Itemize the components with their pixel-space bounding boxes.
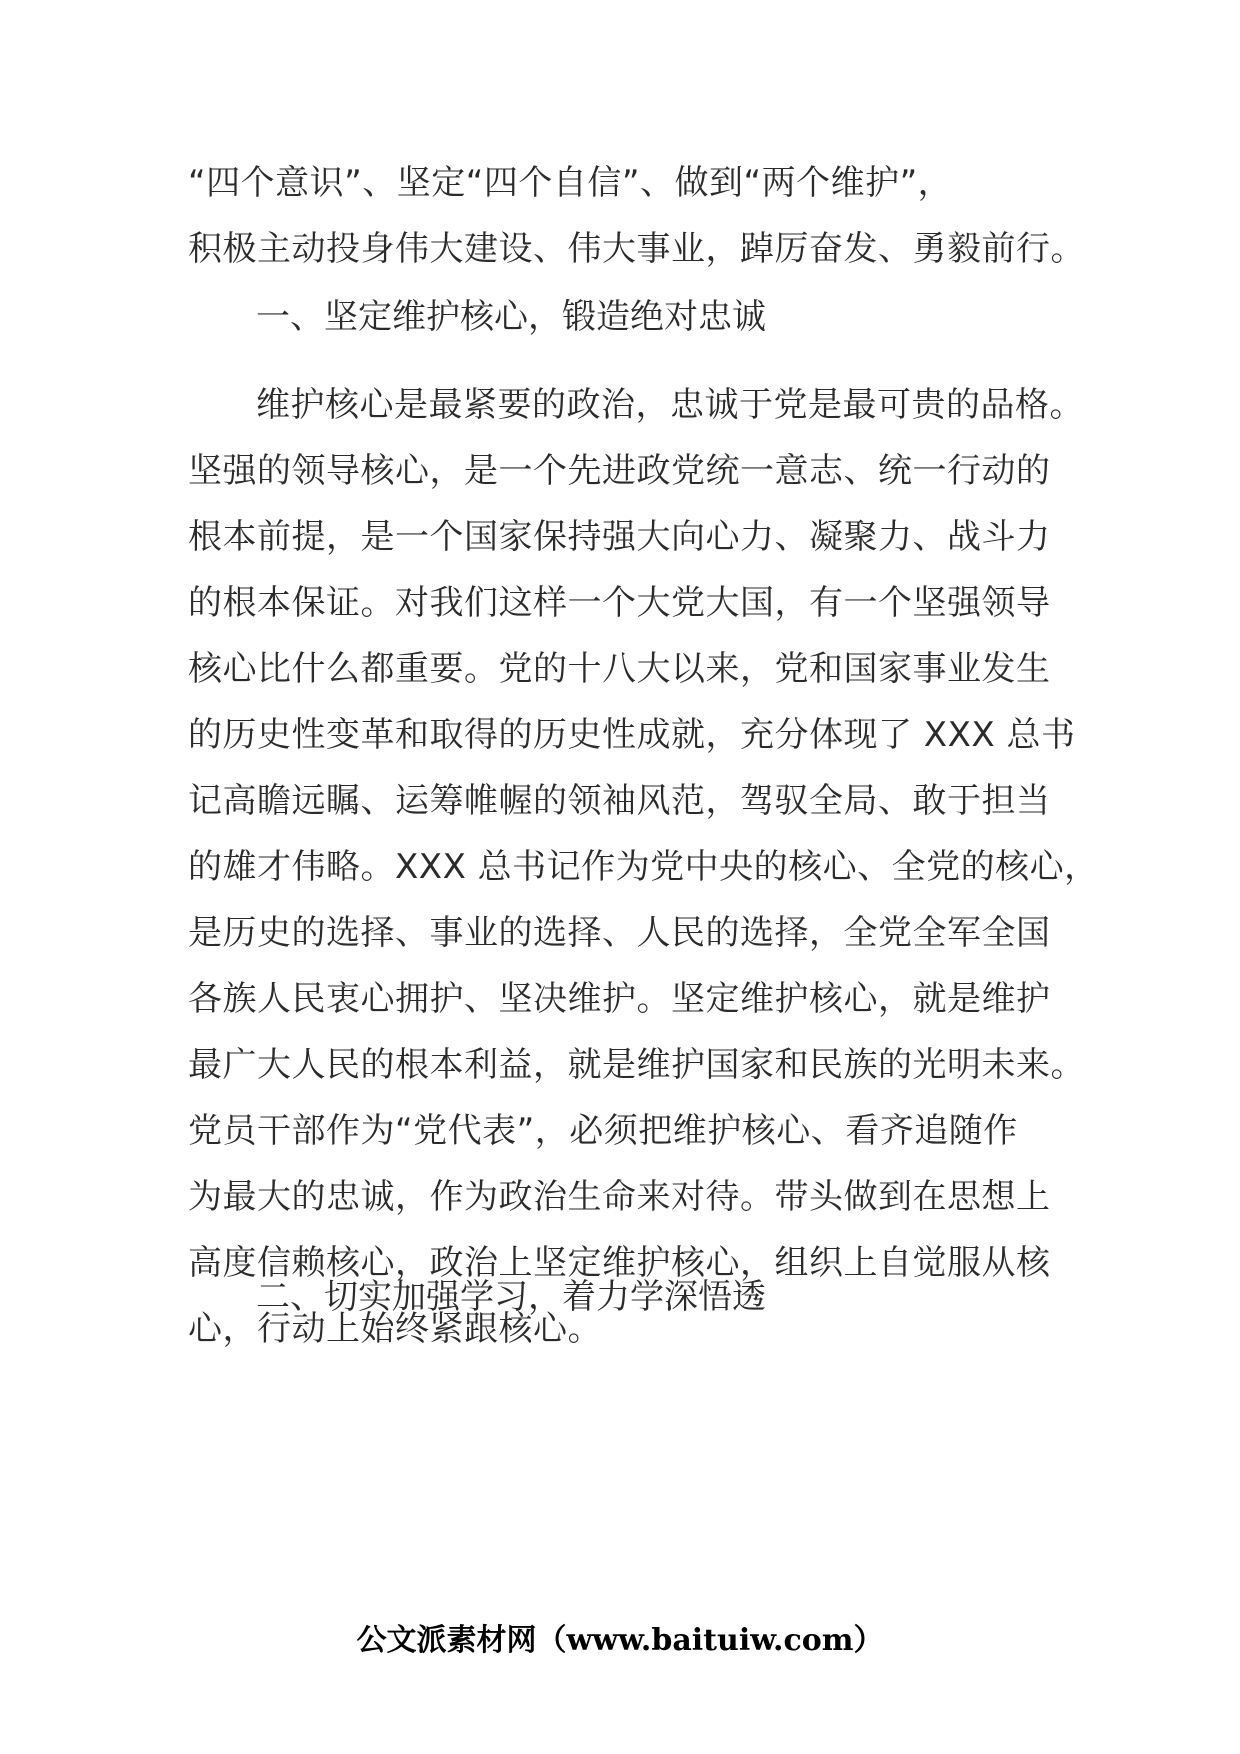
text-line: 根本前提，是一个国家保持强大向心力、凝聚力、战斗力 bbox=[188, 517, 1051, 557]
text-line: 积极主动投身伟大建设、伟大事业，踔厉奋发、勇毅前行。 bbox=[188, 229, 1085, 269]
section-heading-2: 二、切实加强学习，着力学深悟透 bbox=[256, 1277, 766, 1317]
text-line: 的雄才伟略。XXX 总书记作为党中央的核心、全党的核心， bbox=[188, 847, 1099, 887]
text-line: 为最大的忠诚，作为政治生命来对待。带头做到在思想上 bbox=[188, 1177, 1051, 1217]
text-line: 党员干部作为“党代表”，必须把维护核心、看齐追随作 bbox=[188, 1111, 1018, 1151]
text-line: 是历史的选择、事业的选择、人民的选择，全党全军全国 bbox=[188, 913, 1051, 953]
text-line: 维护核心是最紧要的政治，忠诚于党是最可贵的品格。 bbox=[256, 385, 1084, 425]
section1-paragraph bbox=[188, 372, 1099, 1362]
text-line: 心，行动上始终紧跟核心。 bbox=[188, 1309, 602, 1349]
text-line: 核心比什么都重要。党的十八大以来，党和国家事业发生 bbox=[188, 649, 1051, 689]
text-line: 高度信赖核心，政治上坚定维护核心，组织上自觉服从核 bbox=[188, 1243, 1051, 1283]
text-line: 的历史性变革和取得的历史性成就，充分体现了 XXX 总书 bbox=[188, 715, 1076, 755]
intro-paragraph bbox=[188, 150, 1085, 282]
text-line: “四个意识”、坚定“四个自信”、做到“两个维护”， bbox=[188, 163, 953, 203]
text-line: 各族人民衷心拥护、坚决维护。坚定维护核心，就是维护 bbox=[188, 979, 1051, 1019]
footer-watermark: 公文派素材网（www.baituiw.com） bbox=[356, 1623, 884, 1658]
text-line: 坚强的领导核心，是一个先进政党统一意志、统一行动的 bbox=[188, 451, 1051, 491]
section-heading-1: 一、坚定维护核心，锻造绝对忠诚 bbox=[256, 297, 766, 337]
text-line: 最广大人民的根本利益，就是维护国家和民族的光明未来。 bbox=[188, 1045, 1085, 1085]
text-line: 的根本保证。对我们这样一个大党大国，有一个坚强领导 bbox=[188, 583, 1051, 623]
text-line: 记高瞻远瞩、运筹帷幄的领袖风范，驾驭全局、敢于担当 bbox=[188, 781, 1051, 821]
